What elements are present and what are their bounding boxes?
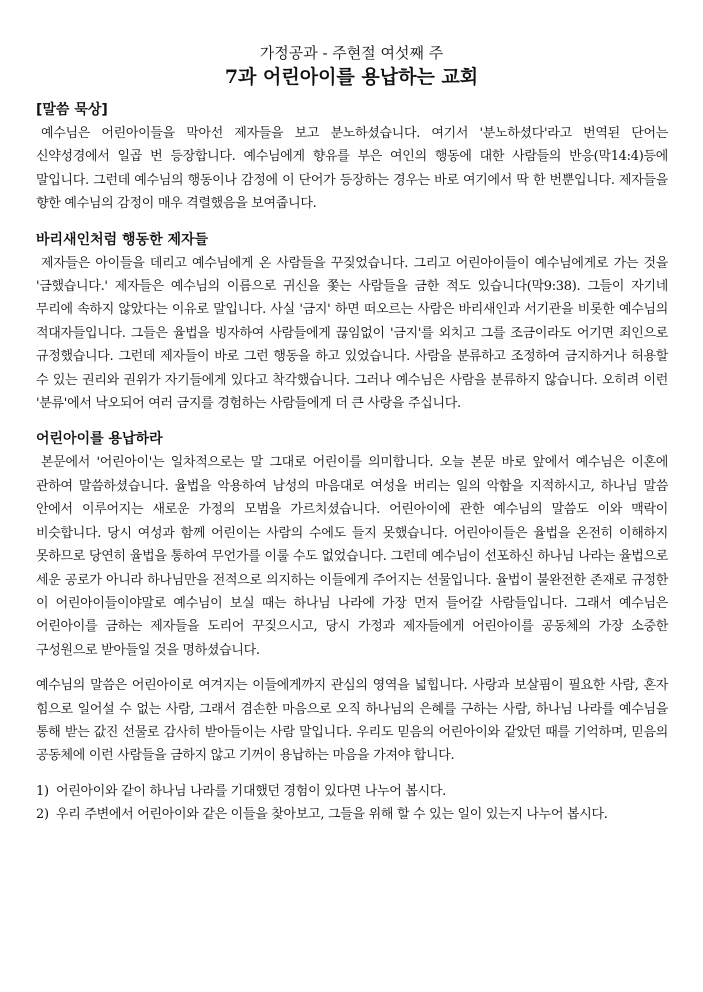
- section-paragraph: 예수님은 어린아이들을 막아선 제자들을 보고 분노하셨습니다. 여기서 '분노하셨다'라고 번역된 단어는 신약성경에서 일곱 번 등장합니다. 예수님에게 향유를 부은 여인의 행동에 대한 사람들의 반응(막14:4)등에 말입니다. 그런데 예수님의 행동이나 감정에 이 단어가 등장하는 경우는 바로 여기에서 딱 한 번뿐입니다. 제자들을 향한 예수님의 감정이 매우 격렬했음을 보여줍니다.: [36, 126, 668, 212]
- section-heading: [말씀 묵상]: [36, 102, 108, 118]
- question-item: [36, 803, 668, 826]
- question-number: 1): [36, 783, 49, 799]
- document-header: [0, 42, 703, 90]
- section-paragraph: 본문에서 '어린아이'는 일차적으로는 말 그대로 어린이를 의미합니다. 오늘 본문 바로 앞에서 예수님은 이혼에 관하여 말씀하셨습니다. 율법을 악용하여 남성의 마음대로 여성을 버리는 일의 악함을 지적하시고, 하나님 말씀 안에서 이루어지는 새로운 가정의 모범을 가르치셨습니다. 어린아이에 관한 예수님의 말씀도 이와 맥락이 비슷합니다. 당시 여성과 함께 어린이는 사람의 수에도 들지 못했습니다. 어린아이들은 율법을 온전히 이해하지 못하므로 당연히 율법을 통하여 무언가를 이룰 수도 없었습니다. 그런데 예수님이 선포하신 하나님 나라는 율법으로 세운 공로가 아니라 하나님만을 전적으로 의지하는 이들에게 주어지는 선물입니다. 율법이 불완전한 존재로 규정한 이 어린아이들이야말로 예수님이 보실 때는 하나님 나라에 가장 먼저 들어갈 사람들입니다. 그래서 예수님은 어린아이를 금하는 제자들을 도리어 꾸짖으시고, 당시 가정과 제자들에게 어린아이를 공동체의 가장 소중한 구성원으로 받아들일 것을 명하셨습니다.: [36, 455, 668, 658]
- question-number: 2): [36, 807, 49, 823]
- closing-paragraph: 예수님의 말씀은 어린아이로 여겨지는 이들에게까지 관심의 영역을 넓힙니다. 사랑과 보살핌이 필요한 사람, 혼자 힘으로 일어설 수 없는 사람, 그래서 겸손한 마음으로 오직 하나님의 은혜를 구하는 사람, 하나님 나라를 예수님을 통해 받는 값진 선물로 감사히 받아들이는 사람 말입니다. 우리도 믿음의 어린아이와 같았던 때를 기억하며, 믿음의 공동체에 이런 사람들을 금하지 않고 기꺼이 용납하는 마음을 가져야 합니다.: [36, 678, 668, 764]
- document-title: 7과 어린아이를 용납하는 교회: [224, 66, 479, 88]
- question-text: 어린아이와 같이 하나님 나라를 기대했던 경험이 있다면 나누어 봅시다.: [56, 783, 446, 799]
- section-accept-children: [36, 427, 668, 662]
- section-heading: 어린아이를 용납하라: [36, 431, 163, 448]
- section-paragraph: 제자들은 아이들을 데리고 예수님에게 온 사람들을 꾸짖었습니다. 그리고 어린아이들이 예수님에게로 가는 것을 '금했습니다.' 제자들은 예수님의 이름으로 귀신을 쫓는 사람들을 금한 적도 있습니다(막9:38). 그들이 자기네 무리에 속하지 않았다는 이유로 말입니다. 사실 '금지' 하면 떠오르는 사람은 바리새인과 서기관을 비롯한 예수님의 적대자들입니다. 그들은 율법을 빙자하여 사람들에게 끊임없이 '금지'를 외치고 그를 조금이라도 어기면 죄인으로 규정했습니다. 그런데 제자들이 바로 그런 행동을 하고 있었습니다. 사람을 분류하고 조정하여 금지하거나 허용할 수 있는 권리와 권위가 자기들에게 있다고 착각했습니다. 그러나 예수님은 사람을 분류하지 않습니다. 오히려 이런 '분류'에서 낙오되어 여러 금지를 경험하는 사람들에게 더 큰 사랑을 주십니다.: [36, 255, 668, 412]
- section-meditation: [36, 98, 668, 216]
- document-body: [36, 98, 668, 827]
- discussion-questions: [36, 780, 668, 827]
- document-subtitle: 가정공과 - 주현절 여섯째 주: [259, 44, 444, 62]
- question-text: 우리 주변에서 어린아이와 같은 이들을 찾아보고, 그들을 위해 할 수 있는 일이 있는지 나누어 봅시다.: [56, 807, 608, 823]
- section-heading: 바리새인처럼 행동한 제자들: [36, 231, 209, 248]
- section-disciples: [36, 228, 668, 416]
- question-item: [36, 780, 668, 803]
